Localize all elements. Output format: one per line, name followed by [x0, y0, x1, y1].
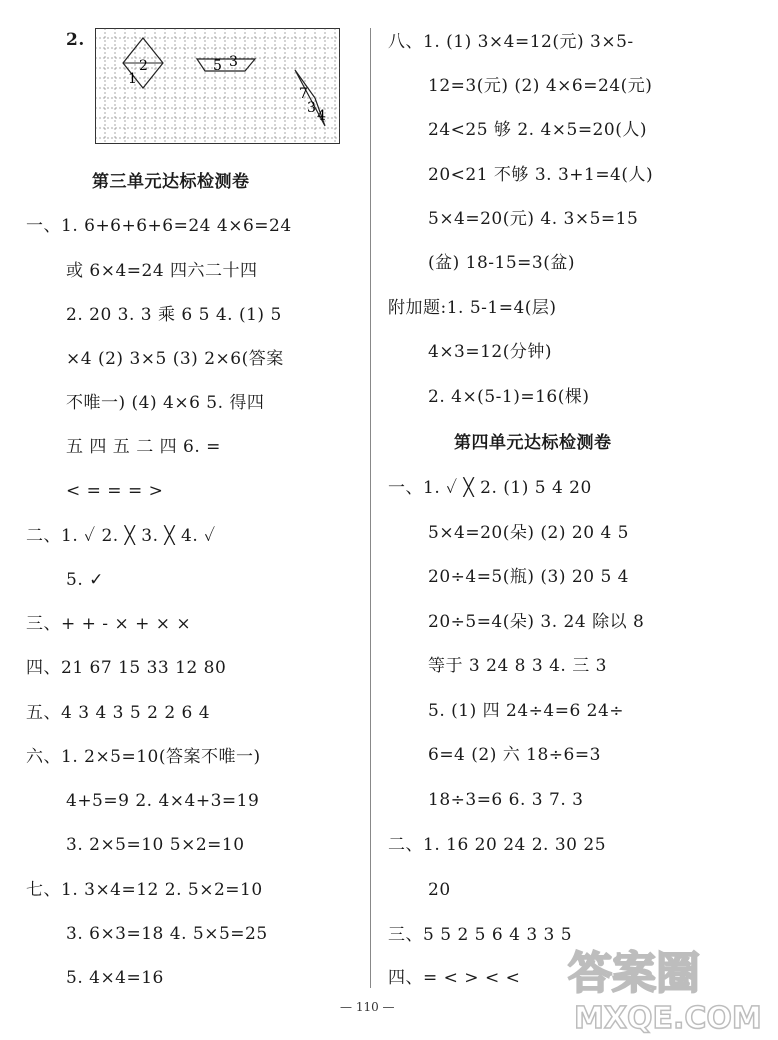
answer-line: 20÷5=4(朵) 3. 24 除以 8	[428, 612, 645, 632]
grid-figure	[95, 28, 340, 144]
answer-line: 或 6×4=24 四六二十四	[66, 261, 258, 281]
answer-line: 5×4=20(朵) (2) 20 4 5	[428, 523, 629, 543]
section-title: 第四单元达标检测卷	[454, 433, 612, 453]
answer-line: 六、1. 2×5=10(答案不唯一)	[26, 747, 261, 767]
shape-label: 2	[139, 58, 148, 74]
answer-line: 18÷3=6 6. 3 7. 3	[428, 790, 584, 810]
shape-label: 1	[128, 71, 137, 87]
answer-line: 不唯一) (4) 4×6 5. 得四	[66, 393, 265, 413]
shape-label: 5	[213, 58, 222, 74]
answer-line: (盆) 18-15=3(盆)	[428, 253, 576, 273]
grid-question-label: 2.	[66, 30, 85, 50]
answer-line: 5. 4×4=16	[66, 968, 164, 988]
answer-line: 二、1. ✓ 2. ╳ 3. ╳ 4. ✓	[26, 526, 216, 546]
answer-line: 4×3=12(分钟)	[428, 342, 553, 362]
watermark-line1: 答案圈	[568, 948, 700, 999]
answer-line: 四、21 67 15 33 12 80	[26, 658, 227, 678]
answer-line: < = = = >	[66, 481, 164, 501]
answer-line: 12=3(元) (2) 4×6=24(元)	[428, 76, 653, 96]
shape-label: 3	[229, 54, 238, 70]
column-divider	[370, 28, 371, 988]
answer-line: 5. (1) 四 24÷4=6 24÷	[428, 701, 625, 721]
page-number: — 110 —	[340, 1000, 395, 1014]
answer-line: 6=4 (2) 六 18÷6=3	[428, 745, 601, 765]
watermark-logo	[560, 940, 770, 1035]
answer-line: 3. 6×3=18 4. 5×5=25	[66, 924, 268, 944]
section-title: 第三单元达标检测卷	[92, 172, 250, 192]
answer-line: 七、1. 3×4=12 2. 5×2=10	[26, 880, 263, 900]
shape-label: 4	[317, 108, 326, 124]
answer-line: 5. ✓	[66, 570, 104, 590]
watermark-line2: MXQE.COM	[574, 1001, 762, 1035]
answer-line: 附加题:1. 5-1=4(层)	[388, 298, 557, 318]
answer-line: 20<21 不够 3. 3+1=4(人)	[428, 165, 654, 185]
answer-line: 20÷4=5(瓶) (3) 20 5 4	[428, 567, 629, 587]
answer-line: 四、= < > < <	[388, 968, 521, 988]
answer-line: 2. 4×(5-1)=16(棵)	[428, 387, 590, 407]
answer-line: 三、5 5 2 5 6 4 3 3 5	[388, 925, 573, 945]
answer-line: ×4 (2) 3×5 (3) 2×6(答案	[66, 349, 284, 369]
answer-line: 一、1. 6+6+6+6=24 4×6=24	[26, 216, 292, 236]
trapezoid-shape	[197, 59, 255, 71]
answer-line: 三、+ + - × + × ×	[26, 614, 192, 634]
answer-line: 24<25 够 2. 4×5=20(人)	[428, 120, 647, 140]
answer-line: 5×4=20(元) 4. 3×5=15	[428, 209, 639, 229]
answer-line: 2. 20 3. 3 乘 6 5 4. (1) 5	[66, 305, 282, 325]
answer-line: 等于 3 24 8 3 4. 三 3	[428, 656, 607, 676]
answer-line: 4+5=9 2. 4×4+3=19	[66, 791, 260, 811]
answer-line: 五 四 五 二 四 6. =	[66, 437, 221, 457]
answer-line: 3. 2×5=10 5×2=10	[66, 835, 245, 855]
shape-label: 3	[307, 100, 316, 116]
answer-line: 二、1. 16 20 24 2. 30 25	[388, 835, 607, 855]
answer-line: 20	[428, 880, 451, 900]
answer-line: 八、1. (1) 3×4=12(元) 3×5-	[388, 32, 634, 52]
answer-line: 五、4 3 4 3 5 2 2 6 4	[26, 703, 211, 723]
shape-label: 7	[299, 86, 308, 102]
answer-line: 一、1. ✓ ╳ 2. (1) 5 4 20	[388, 478, 592, 498]
